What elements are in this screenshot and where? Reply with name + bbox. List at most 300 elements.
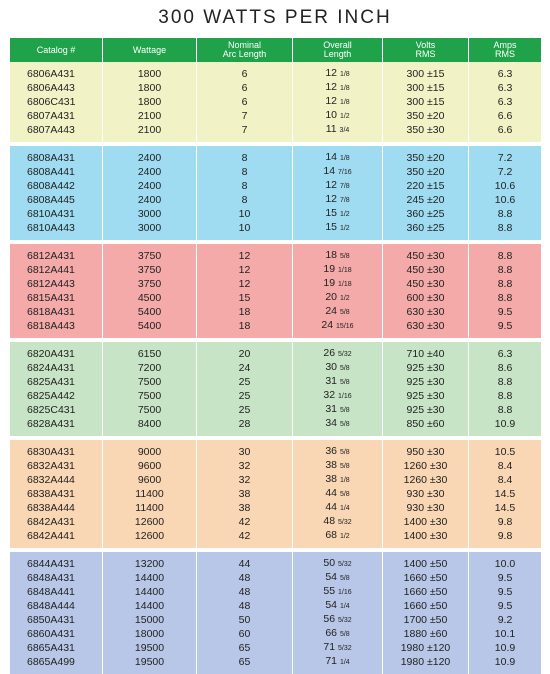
length-whole: 24 [325,305,338,317]
length-whole: 15 [325,221,338,233]
length-whole: 20 [325,291,338,303]
table-row [10,641,542,655]
volts-cell: 925 ±30 [383,403,469,417]
wattage-cell: 1800 [103,81,197,95]
length-fraction: 5/8 [339,631,350,638]
volts-cell: 930 ±30 [383,501,469,515]
length-fraction: 5/32 [337,519,352,526]
length-fraction: 1/2 [339,225,350,232]
catalog-cell: 6865A499 [10,655,103,669]
length-whole: 54 [325,571,338,583]
amps-cell: 10.9 [469,417,542,431]
length-fraction: 1/2 [339,113,350,120]
length-whole: 30 [325,361,338,373]
overall-length-cell [293,165,383,179]
catalog-cell: 6842A431 [10,515,103,529]
row-group [10,244,542,338]
wattage-cell: 19500 [103,641,197,655]
arc-length-cell: 8 [197,179,293,193]
volts-cell: 300 ±15 [383,81,469,95]
amps-cell: 8.6 [469,361,542,375]
volts-cell: 710 ±40 [383,347,469,361]
length-fraction: 3/4 [339,127,350,134]
volts-cell: 630 ±30 [383,319,469,333]
length-fraction: 1/8 [339,155,350,162]
length-whole: 11 [325,123,337,135]
catalog-cell: 6825C431 [10,403,103,417]
page-title: 300 WATTS PER INCH [158,7,392,28]
table-row [10,571,542,585]
length-fraction: 7/16 [337,169,352,176]
length-whole: 19 [323,263,336,275]
catalog-cell: 6807A443 [10,123,103,137]
volts-cell: 930 ±30 [383,487,469,501]
length-fraction: 5/32 [337,561,352,568]
length-whole: 31 [325,403,338,415]
amps-cell: 9.5 [469,599,542,613]
length-whole: 10 [325,109,338,121]
amps-cell: 8.4 [469,473,542,487]
length-fraction: 1/4 [339,603,350,610]
catalog-cell: 6830A431 [10,445,103,459]
length-whole: 12 [325,193,338,205]
overall-length-cell [293,557,383,571]
catalog-cell: 6820A431 [10,347,103,361]
overall-length-cell [293,319,383,333]
amps-cell: 10.1 [469,627,542,641]
catalog-cell: 6812A431 [10,249,103,263]
amps-cell: 7.2 [469,151,542,165]
overall-length-cell [293,95,383,109]
table-row [10,151,542,165]
length-whole: 36 [325,445,338,457]
overall-length-cell [293,263,383,277]
arc-length-cell: 48 [197,585,293,599]
arc-length-cell: 12 [197,263,293,277]
overall-length-cell [293,109,383,123]
volts-cell: 300 ±15 [383,95,469,109]
amps-cell: 8.8 [469,389,542,403]
wattage-cell: 9600 [103,459,197,473]
volts-cell: 350 ±20 [383,165,469,179]
arc-length-cell: 6 [197,67,293,81]
wattage-cell: 14400 [103,585,197,599]
overall-length-cell [293,291,383,305]
length-fraction: 1/18 [337,267,352,274]
wattage-cell: 5400 [103,305,197,319]
length-fraction: 1/8 [339,85,350,92]
length-whole: 38 [325,459,338,471]
arc-length-cell: 25 [197,403,293,417]
arc-length-cell: 12 [197,277,293,291]
catalog-cell: 6842A441 [10,529,103,543]
catalog-cell: 6838A431 [10,487,103,501]
volts-cell: 925 ±30 [383,361,469,375]
length-whole: 14 [323,165,336,177]
arc-length-cell: 24 [197,361,293,375]
amps-cell: 9.8 [469,515,542,529]
table-row [10,403,542,417]
wattage-cell: 11400 [103,487,197,501]
length-whole: 50 [323,557,336,569]
length-fraction: 5/32 [337,351,352,358]
header-volts: Volts RMS [383,38,469,62]
amps-cell: 8.8 [469,207,542,221]
overall-length-cell [293,249,383,263]
table-row [10,613,542,627]
arc-length-cell: 8 [197,151,293,165]
length-whole: 56 [323,613,336,625]
header-catalog: Catalog # [10,38,103,62]
volts-cell: 1260 ±30 [383,473,469,487]
volts-cell: 350 ±30 [383,123,469,137]
table-row [10,305,542,319]
arc-length-cell: 42 [197,529,293,543]
overall-length-cell [293,613,383,627]
amps-cell: 10.5 [469,445,542,459]
volts-cell: 1700 ±50 [383,613,469,627]
arc-length-cell: 48 [197,571,293,585]
volts-cell: 450 ±30 [383,249,469,263]
arc-length-cell: 15 [197,291,293,305]
table-header [10,38,542,62]
length-whole: 71 [325,655,338,667]
table-row [10,417,542,431]
amps-cell: 8.8 [469,221,542,235]
length-whole: 12 [325,67,338,79]
length-fraction: 5/8 [339,253,350,260]
length-whole: 19 [323,277,336,289]
volts-cell: 360 ±25 [383,221,469,235]
amps-cell: 8.8 [469,375,542,389]
volts-cell: 350 ±20 [383,109,469,123]
catalog-cell: 6806A431 [10,67,103,81]
length-fraction: 1/16 [337,589,352,596]
length-fraction: 5/8 [339,309,350,316]
overall-length-cell [293,529,383,543]
overall-length-cell [293,123,383,137]
table-row [10,179,542,193]
length-fraction: 5/8 [339,449,350,456]
length-whole: 26 [323,347,336,359]
wattage-cell: 7500 [103,403,197,417]
volts-cell: 925 ±30 [383,375,469,389]
length-fraction: 1/8 [339,99,350,106]
overall-length-cell [293,221,383,235]
length-whole: 12 [325,81,338,93]
wattage-cell: 7200 [103,361,197,375]
overall-length-cell [293,193,383,207]
wattage-cell: 9000 [103,445,197,459]
amps-cell: 8.8 [469,403,542,417]
volts-cell: 1980 ±120 [383,655,469,669]
table-row [10,319,542,333]
length-fraction: 5/8 [339,407,350,414]
amps-cell: 8.4 [469,459,542,473]
arc-length-cell: 30 [197,445,293,459]
length-whole: 34 [325,417,338,429]
arc-length-cell: 65 [197,655,293,669]
table-row [10,473,542,487]
catalog-cell: 6806A443 [10,81,103,95]
amps-cell: 10.6 [469,193,542,207]
amps-cell: 9.5 [469,319,542,333]
length-fraction: 1/16 [337,393,352,400]
arc-length-cell: 60 [197,627,293,641]
catalog-cell: 6848A441 [10,585,103,599]
overall-length-cell [293,179,383,193]
overall-length-cell [293,473,383,487]
volts-cell: 1980 ±120 [383,641,469,655]
catalog-cell: 6850A431 [10,613,103,627]
amps-cell: 8.8 [469,291,542,305]
volts-cell: 245 ±20 [383,193,469,207]
table-row [10,627,542,641]
volts-cell: 1400 ±30 [383,515,469,529]
overall-length-cell [293,361,383,375]
wattage-cell: 12600 [103,515,197,529]
wattage-cell: 12600 [103,529,197,543]
overall-length-cell [293,599,383,613]
table-row [10,361,542,375]
arc-length-cell: 10 [197,207,293,221]
row-group [10,62,542,142]
wattage-cell: 2400 [103,179,197,193]
volts-cell: 220 ±15 [383,179,469,193]
volts-cell: 350 ±20 [383,151,469,165]
wattage-cell: 1800 [103,95,197,109]
table-row [10,123,542,137]
arc-length-cell: 8 [197,165,293,179]
catalog-cell: 6860A431 [10,627,103,641]
arc-length-cell: 48 [197,599,293,613]
wattage-cell: 13200 [103,557,197,571]
table-row [10,487,542,501]
volts-cell: 360 ±25 [383,207,469,221]
length-whole: 38 [325,473,338,485]
row-group [10,552,542,674]
overall-length-cell [293,347,383,361]
length-fraction: 15/16 [336,323,354,330]
arc-length-cell: 32 [197,473,293,487]
table-row [10,375,542,389]
overall-length-cell [293,375,383,389]
length-fraction: 1/2 [339,295,350,302]
length-fraction: 1/8 [339,71,350,78]
wattage-cell: 7500 [103,375,197,389]
length-fraction: 1/2 [339,533,350,540]
arc-length-cell: 25 [197,389,293,403]
wattage-cell: 6150 [103,347,197,361]
wattage-cell: 2100 [103,109,197,123]
catalog-cell: 6844A431 [10,557,103,571]
wattage-cell: 14400 [103,599,197,613]
table-row [10,529,542,543]
arc-length-cell: 18 [197,305,293,319]
arc-length-cell: 20 [197,347,293,361]
wattage-cell: 19500 [103,655,197,669]
amps-cell: 8.8 [469,249,542,263]
wattage-cell: 18000 [103,627,197,641]
catalog-cell: 6828A431 [10,417,103,431]
wattage-cell: 2400 [103,151,197,165]
arc-length-cell: 18 [197,319,293,333]
table-row [10,291,542,305]
row-group [10,146,542,240]
arc-length-cell: 44 [197,557,293,571]
amps-cell: 7.2 [469,165,542,179]
amps-cell: 6.3 [469,81,542,95]
catalog-cell: 6808A431 [10,151,103,165]
catalog-cell: 6825A431 [10,375,103,389]
catalog-cell: 6832A444 [10,473,103,487]
length-fraction: 1/8 [339,477,350,484]
volts-cell: 450 ±30 [383,263,469,277]
length-fraction: 5/32 [337,617,352,624]
amps-cell: 10.0 [469,557,542,571]
length-whole: 18 [325,249,338,261]
volts-cell: 630 ±30 [383,305,469,319]
volts-cell: 300 ±15 [383,67,469,81]
length-fraction: 5/8 [339,365,350,372]
amps-cell: 6.3 [469,67,542,81]
catalog-cell: 6812A441 [10,263,103,277]
amps-cell: 6.6 [469,109,542,123]
length-fraction: 5/8 [339,575,350,582]
length-whole: 32 [323,389,336,401]
overall-length-cell [293,515,383,529]
catalog-cell: 6810A431 [10,207,103,221]
amps-cell: 9.5 [469,571,542,585]
overall-length-cell [293,277,383,291]
catalog-cell: 6825A442 [10,389,103,403]
catalog-cell: 6808A442 [10,179,103,193]
table-row [10,277,542,291]
header-wattage: Wattage [103,38,197,62]
arc-length-cell: 6 [197,81,293,95]
amps-cell: 10.9 [469,641,542,655]
wattage-cell: 2100 [103,123,197,137]
length-fraction: 5/8 [339,379,350,386]
wattage-cell: 2400 [103,193,197,207]
amps-cell: 8.8 [469,277,542,291]
table-row [10,95,542,109]
arc-length-cell: 8 [197,193,293,207]
length-whole: 48 [323,515,336,527]
table-row [10,347,542,361]
table-row [10,557,542,571]
wattage-cell: 1800 [103,67,197,81]
length-whole: 12 [325,179,338,191]
length-whole: 44 [325,487,338,499]
arc-length-cell: 42 [197,515,293,529]
wattage-cell: 2400 [103,165,197,179]
wattage-cell: 3750 [103,277,197,291]
arc-length-cell: 12 [197,249,293,263]
volts-cell: 925 ±30 [383,389,469,403]
wattage-cell: 3750 [103,263,197,277]
length-fraction: 1/4 [339,659,350,666]
length-whole: 24 [321,319,334,331]
arc-length-cell: 38 [197,501,293,515]
catalog-cell: 6808A445 [10,193,103,207]
row-group [10,440,542,548]
length-fraction: 5/32 [337,645,352,652]
catalog-cell: 6815A431 [10,291,103,305]
wattage-cell: 8400 [103,417,197,431]
overall-length-cell [293,501,383,515]
overall-length-cell [293,389,383,403]
volts-cell: 950 ±30 [383,445,469,459]
catalog-cell: 6807A431 [10,109,103,123]
overall-length-cell [293,445,383,459]
overall-length-cell [293,403,383,417]
table-row [10,109,542,123]
overall-length-cell [293,207,383,221]
catalog-cell: 6806C431 [10,95,103,109]
wattage-cell: 14400 [103,571,197,585]
amps-cell: 9.8 [469,529,542,543]
volts-cell: 1260 ±30 [383,459,469,473]
table-row [10,501,542,515]
amps-cell: 14.5 [469,501,542,515]
volts-cell: 1400 ±50 [383,557,469,571]
arc-length-cell: 10 [197,221,293,235]
wattage-cell: 9600 [103,473,197,487]
overall-length-cell [293,459,383,473]
amps-cell: 6.3 [469,347,542,361]
amps-cell: 6.3 [469,95,542,109]
length-whole: 15 [325,207,338,219]
length-fraction: 7/8 [339,183,350,190]
table-row [10,165,542,179]
catalog-cell: 6808A441 [10,165,103,179]
wattage-cell: 3000 [103,221,197,235]
table-row [10,207,542,221]
table-row [10,221,542,235]
header-arc-length: Nominal Arc Length [197,38,293,62]
table-row [10,585,542,599]
amps-cell: 9.5 [469,585,542,599]
catalog-cell: 6848A431 [10,571,103,585]
arc-length-cell: 28 [197,417,293,431]
volts-cell: 1880 ±60 [383,627,469,641]
volts-cell: 1400 ±30 [383,529,469,543]
volts-cell: 1660 ±50 [383,571,469,585]
arc-length-cell: 65 [197,641,293,655]
wattage-cell: 7500 [103,389,197,403]
volts-cell: 850 ±60 [383,417,469,431]
overall-length-cell [293,417,383,431]
wattage-cell: 15000 [103,613,197,627]
amps-cell: 8.8 [469,263,542,277]
amps-cell: 9.2 [469,613,542,627]
catalog-cell: 6818A443 [10,319,103,333]
overall-length-cell [293,571,383,585]
wattage-cell: 4500 [103,291,197,305]
table-row [10,599,542,613]
overall-length-cell [293,655,383,669]
row-group [10,342,542,436]
length-fraction: 1/4 [339,505,350,512]
amps-cell: 10.6 [469,179,542,193]
amps-cell: 10.9 [469,655,542,669]
arc-length-cell: 6 [197,95,293,109]
arc-length-cell: 7 [197,109,293,123]
length-whole: 31 [325,375,338,387]
wattage-cell: 11400 [103,501,197,515]
arc-length-cell: 25 [197,375,293,389]
